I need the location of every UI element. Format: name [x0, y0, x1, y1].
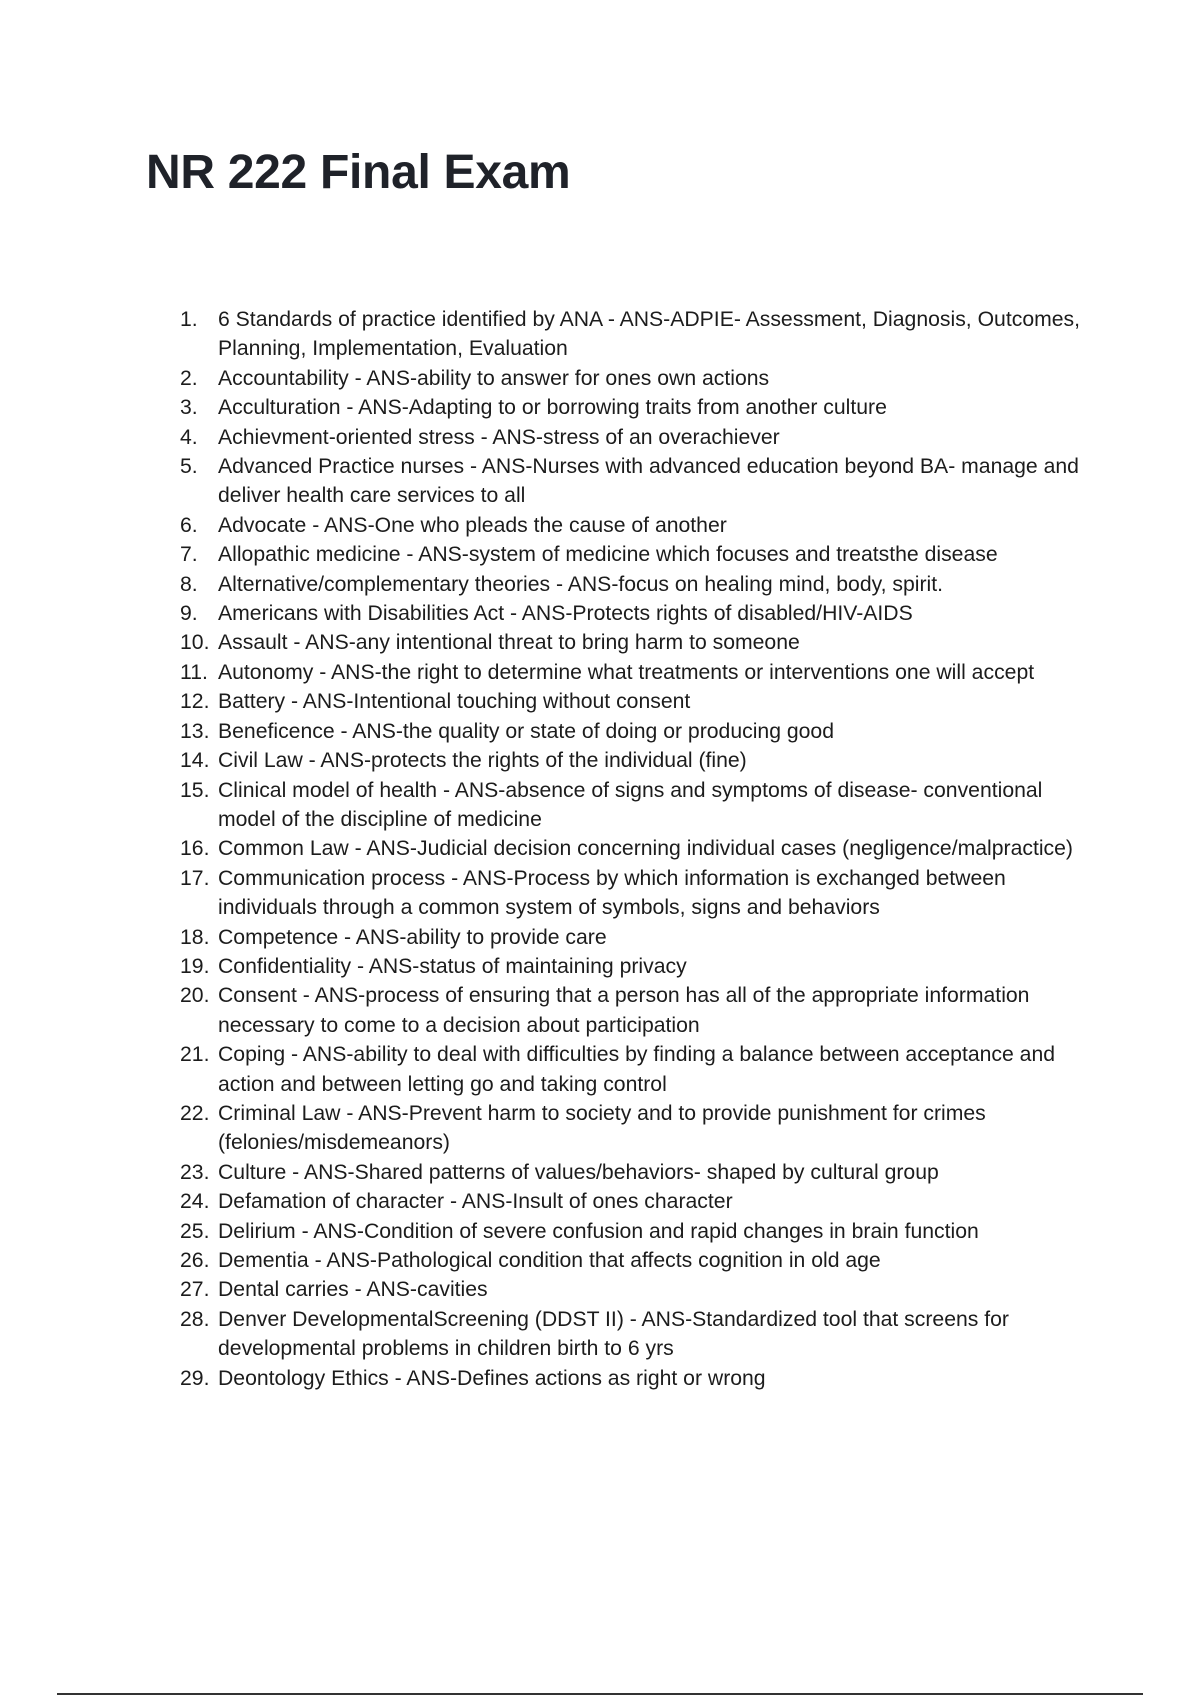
list-item-number: 18. [180, 925, 210, 949]
list-item-text: Civil Law - ANS-protects the rights of the individual (fine) [218, 749, 747, 773]
list-item-text: Americans with Disabilities Act - ANS-Protects rights of disabled/HIV-AIDS [218, 602, 913, 626]
list-item [180, 717, 1085, 746]
list-item [180, 834, 1085, 863]
list-item [180, 658, 1085, 687]
list-item [180, 1217, 1085, 1246]
list-item-text: Denver DevelopmentalScreening (DDST II) - ANS-Standardized tool that screens for developmental problems in children birth to 6 yrs [218, 1307, 1009, 1361]
list-item [180, 1305, 1085, 1364]
list-item [180, 1246, 1085, 1275]
list-item-number: 17. [180, 866, 210, 890]
list-item-text: Dental carries - ANS-cavities [218, 1278, 488, 1302]
list-item-text: Communication process - ANS-Process by which information is exchanged between individuals through a common system of symbols, signs and behaviors [218, 866, 1006, 920]
list-item-number: 7. [180, 543, 198, 567]
list-item [180, 1099, 1085, 1158]
list-item-text: Competence - ANS-ability to provide care [218, 925, 607, 949]
list-item-text: Delirium - ANS-Condition of severe confusion and rapid changes in brain function [218, 1219, 979, 1243]
footer-divider [57, 1693, 1143, 1695]
list-item [180, 540, 1085, 569]
list-item-number: 3. [180, 396, 198, 420]
list-item [180, 599, 1085, 628]
list-item [180, 452, 1085, 511]
list-item-text: Battery - ANS-Intentional touching without consent [218, 690, 691, 714]
list-item-text: Clinical model of health - ANS-absence of signs and symptoms of disease- conventional model of the discipline of medicine [218, 778, 1043, 831]
list-item-number: 20. [180, 984, 210, 1008]
list-item-number: 1. [180, 308, 198, 331]
list-item [180, 1158, 1085, 1187]
list-item [180, 423, 1085, 452]
list-item-number: 14. [180, 749, 210, 773]
list-item-number: 22. [180, 1101, 210, 1125]
list-item-number: 4. [180, 425, 198, 449]
list-item [180, 305, 1085, 364]
list-item-text: Advanced Practice nurses - ANS-Nurses with advanced education beyond BA- manage and deliver health care services to all [218, 455, 1079, 508]
list-item [180, 393, 1085, 422]
list-item-text: Common Law - ANS-Judicial decision concerning individual cases (negligence/malpractice) [218, 837, 1073, 861]
list-item-text: Assault - ANS-any intentional threat to bring harm to someone [218, 631, 800, 655]
list-item [180, 952, 1085, 981]
list-item-text: 6 Standards of practice identified by ANA - ANS-ADPIE- Assessment, Diagnosis, Outcomes, Planning, Implementation, Evaluation [218, 308, 1081, 361]
list-item-number: 24. [180, 1190, 210, 1214]
list-item-number: 27. [180, 1278, 210, 1302]
list-item-number: 2. [180, 366, 198, 390]
list-item [180, 746, 1085, 775]
list-item-text: Coping - ANS-ability to deal with difficulties by finding a balance between acceptance and action and between letting go and taking control [218, 1043, 1056, 1096]
list-item [180, 511, 1085, 540]
list-item-text: Dementia - ANS-Pathological condition that affects cognition in old age [218, 1249, 881, 1272]
list-item [180, 1040, 1085, 1099]
list-item-number: 10. [180, 631, 210, 655]
list-item-number: 26. [180, 1249, 210, 1272]
list-item-number: 23. [180, 1160, 210, 1184]
list-item-number: 16. [180, 837, 210, 861]
list-item-number: 15. [180, 778, 210, 802]
list-item [180, 776, 1085, 835]
list-item [180, 923, 1085, 952]
list-item-number: 6. [180, 513, 198, 537]
list-item-text: Advocate - ANS-One who pleads the cause of another [218, 513, 727, 537]
list-item-text: Beneficence - ANS-the quality or state of doing or producing good [218, 719, 834, 743]
list-item-text: Accountability - ANS-ability to answer for ones own actions [218, 366, 770, 390]
list-item-text: Autonomy - ANS-the right to determine what treatments or interventions one will accept [218, 660, 1035, 684]
list-item-text: Alternative/complementary theories - ANS-focus on healing mind, body, spirit. [218, 572, 944, 596]
list-item [180, 628, 1085, 657]
list-item-number: 28. [180, 1307, 210, 1331]
list-item-number: 12. [180, 690, 210, 714]
list-item-number: 21. [180, 1043, 210, 1067]
list-item-text: Allopathic medicine - ANS-system of medicine which focuses and treatsthe disease [218, 543, 998, 567]
list-item-number: 9. [180, 602, 198, 626]
list-item-number: 8. [180, 572, 198, 596]
list-item-text: Achievment-oriented stress - ANS-stress of an overachiever [218, 425, 780, 449]
list-item [180, 981, 1085, 1040]
list-item-text: Criminal Law - ANS-Prevent harm to society and to provide punishment for crimes (felonies/misdemeanors) [218, 1101, 986, 1155]
page-title: NR 222 Final Exam [146, 146, 571, 199]
list-item [180, 864, 1085, 923]
list-item-number: 11. [180, 660, 208, 684]
list-item [180, 1187, 1085, 1216]
list-item-text: Acculturation - ANS-Adapting to or borrowing traits from another culture [218, 396, 887, 420]
list-item [180, 1275, 1085, 1304]
list-item-number: 25. [180, 1219, 210, 1243]
list-item-text: Confidentiality - ANS-status of maintaining privacy [218, 954, 687, 978]
list-item-number: 13. [180, 719, 210, 743]
list-item [180, 570, 1085, 599]
list-item-number: 19. [180, 954, 210, 978]
list-item [180, 1364, 1085, 1393]
list-item [180, 364, 1085, 393]
list-item-number: 5. [180, 455, 198, 479]
list-item-number: 29. [180, 1366, 210, 1390]
list-item-text: Defamation of character - ANS-Insult of ones character [218, 1190, 733, 1214]
list-item-text: Deontology Ethics - ANS-Defines actions as right or wrong [218, 1366, 766, 1390]
list-item-text: Culture - ANS-Shared patterns of values/behaviors- shaped by cultural group [218, 1160, 939, 1184]
list-item [180, 687, 1085, 716]
term-list [180, 305, 1085, 1393]
list-item-text: Consent - ANS-process of ensuring that a person has all of the appropriate information necessary to come to a decision about participation [218, 984, 1030, 1037]
